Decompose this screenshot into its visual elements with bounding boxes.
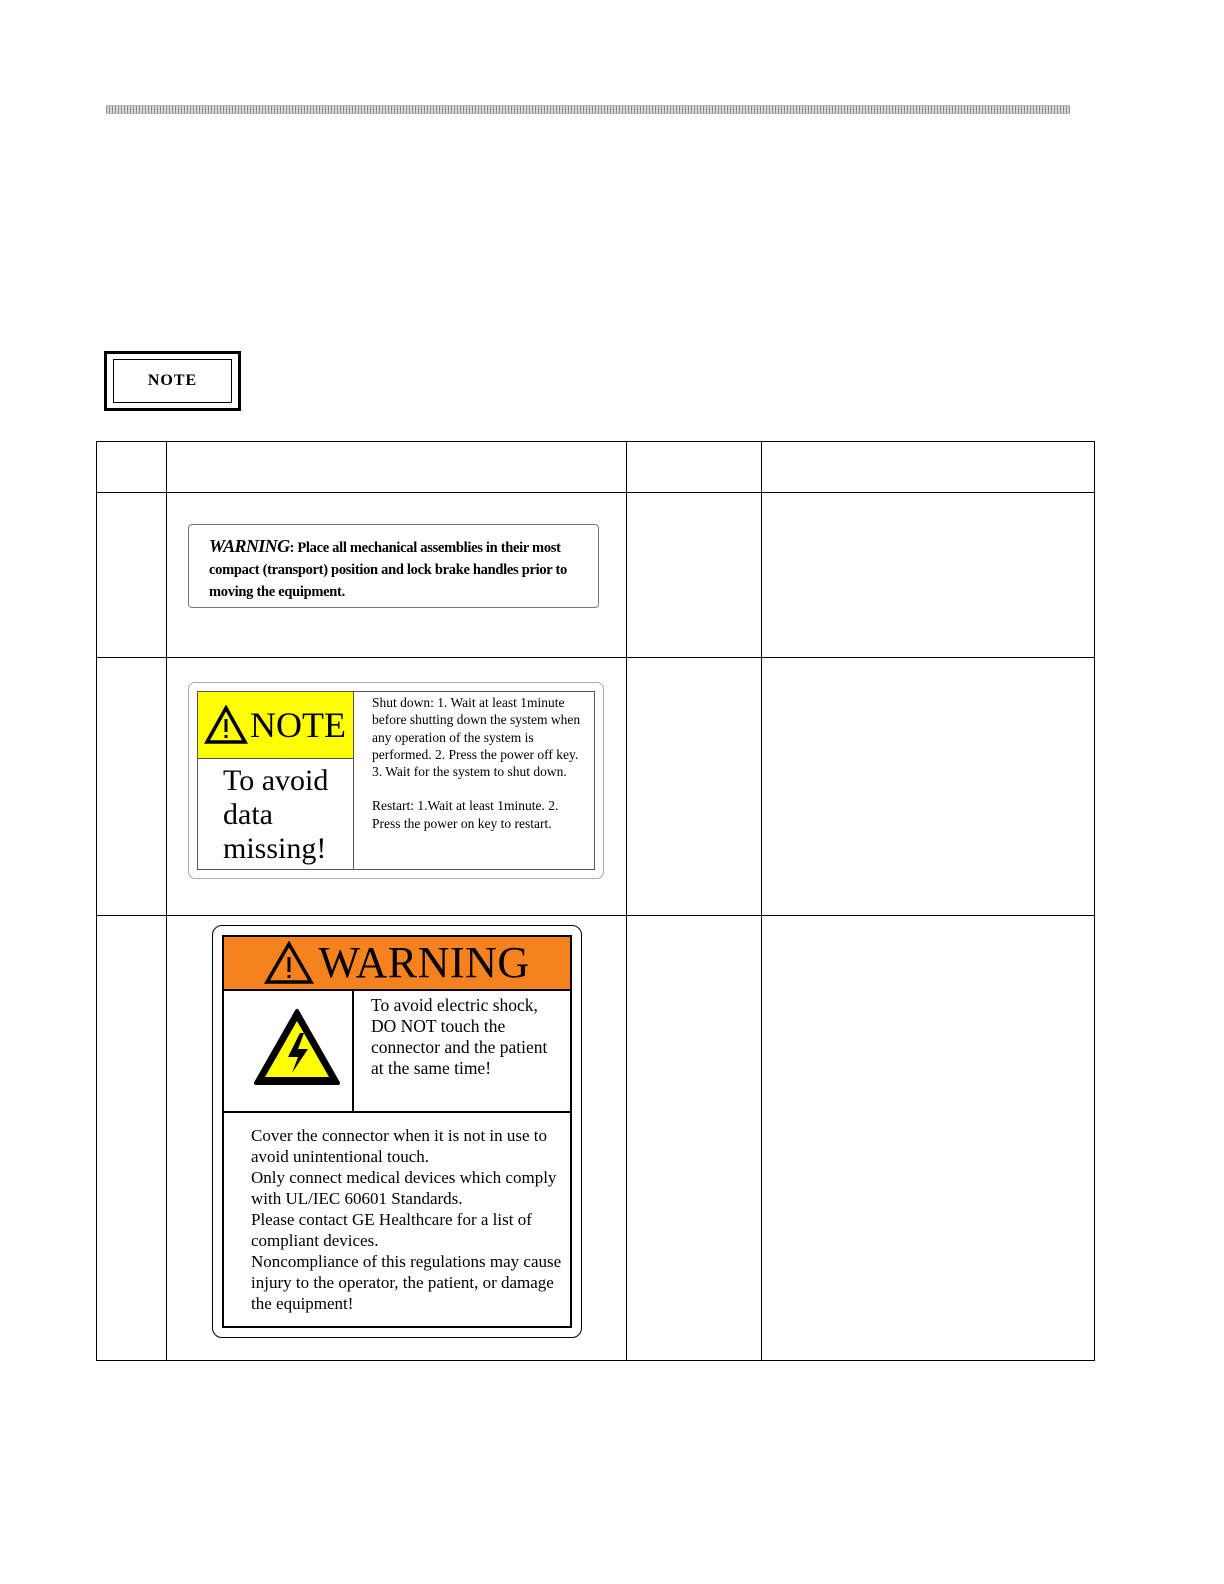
data-missing-note-label: [188, 682, 604, 879]
warning-body-line: Please contact GE Healthcare for a list of compliant devices.: [251, 1210, 532, 1250]
note-header: [198, 692, 353, 758]
table-row: [97, 493, 1095, 658]
table-cell: [627, 658, 762, 916]
warning-body-line: Noncompliance of this regulations may cause injury to the operator, the patient, or damage the equipment!: [251, 1252, 562, 1313]
note-header-text: NOTE: [250, 705, 346, 745]
table-cell: [627, 916, 762, 1361]
caution-triangle-icon: [264, 941, 314, 985]
table-cell: [762, 658, 1095, 916]
electric-shock-warning-label: [212, 925, 582, 1338]
warning-body: [251, 1125, 571, 1314]
transport-warning-text: : Place all mechanical assemblies in their most compact (transport) position and lock brake handles prior to moving the equipment.: [209, 540, 567, 600]
label-cell: [167, 493, 627, 658]
table-cell: [762, 442, 1095, 493]
transport-warning-label: [188, 524, 599, 608]
note-headline: To avoid data missing!: [223, 764, 329, 865]
warning-keyword: WARNING: [209, 536, 290, 556]
caution-triangle-icon: [204, 705, 248, 745]
shutdown-instructions: Shut down: 1. Wait at least 1minute before shutting down the system when any operation of the system is performed. 2. Press the power off key. 3. Wait for the system to shut down.: [372, 695, 581, 780]
note-badge-label: NOTE: [113, 359, 232, 403]
header-rule: [106, 105, 1070, 114]
shock-warning-text: To avoid electric shock, DO NOT touch the connector and the patient at the same time!: [371, 995, 548, 1078]
warning-body-line: Cover the connector when it is not in use to avoid unintentional touch.: [251, 1126, 548, 1166]
table-header-row: [97, 442, 1095, 493]
table-cell: [627, 493, 762, 658]
table-cell: [627, 442, 762, 493]
label-cell: [167, 916, 627, 1361]
warning-header-text: WARNING: [318, 938, 530, 987]
note-badge: [104, 351, 241, 411]
table-cell: [762, 493, 1095, 658]
table-cell: [97, 493, 167, 658]
table-cell: [97, 658, 167, 916]
warning-header: [224, 937, 570, 991]
labels-table: [96, 441, 1095, 1361]
table-cell: [762, 916, 1095, 1361]
note-instructions: [372, 694, 587, 832]
table-row: [97, 658, 1095, 916]
warning-body-line: Only connect medical devices which comply with UL/IEC 60601 Standards.: [251, 1168, 557, 1208]
table-cell: [167, 442, 627, 493]
table-cell: [97, 442, 167, 493]
restart-instructions: Restart: 1.Wait at least 1minute. 2. Press the power on key to restart.: [372, 798, 559, 831]
high-voltage-icon: [252, 1007, 342, 1087]
label-cell: [167, 658, 627, 916]
table-cell: [97, 916, 167, 1361]
table-row: [97, 916, 1095, 1361]
